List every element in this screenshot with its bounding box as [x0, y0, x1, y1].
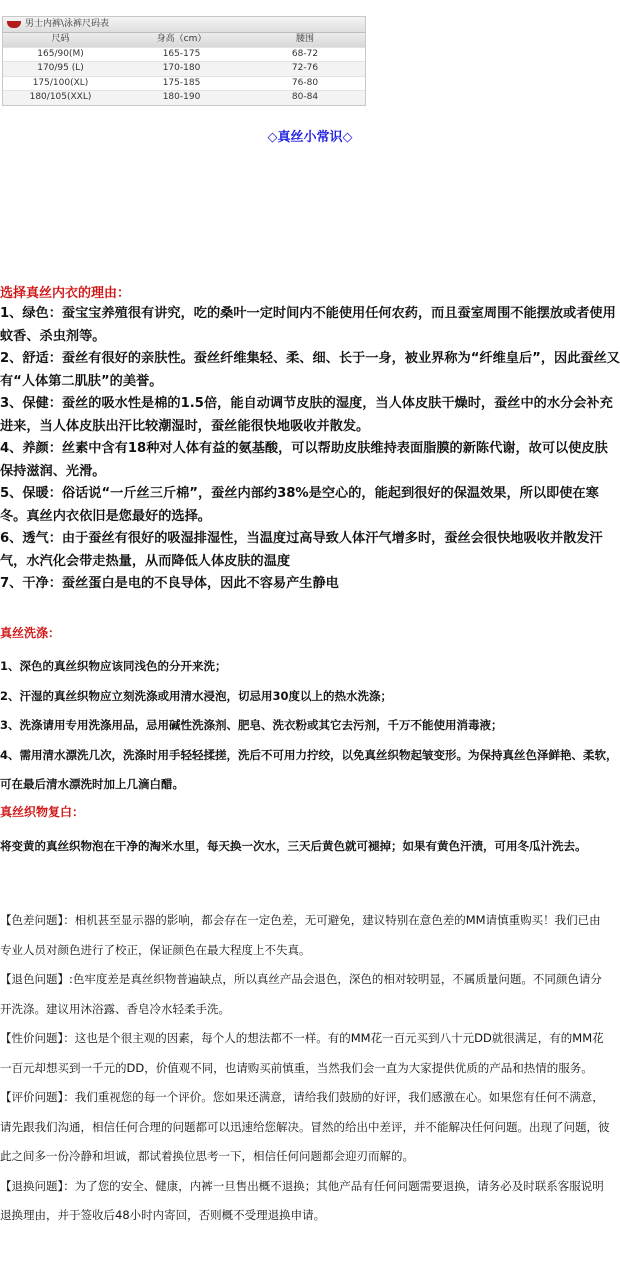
reason-item-health: 3、保健：蚕丝的吸水性是棉的1.5倍，能自动调节皮肤的湿度，当人体皮肤干燥时，蚕丝中的水分会补充进来，当人体皮肤出汗比较潮湿时，蚕丝能很快地吸收并散发。	[0, 396, 613, 434]
header-size: 尺码	[51, 34, 70, 44]
underwear-icon	[7, 21, 21, 28]
reason-item-comfort: 2、舒适：蚕丝有很好的亲肤性。蚕丝纤维集轻、柔、细、长于一身，被业界称为“纤维皇后”，因此蚕丝又有“人体第二肌肤”的美誉。	[0, 351, 620, 389]
cell-waist: 68-72	[291, 48, 319, 59]
reason-item-warmth: 5、保暖：俗话说“一斤丝三斤棉”，蚕丝内部约38%是空心的，能起到很好的保温效果，所以即使在寒冬。真丝内衣依旧是您最好的选择。	[0, 486, 599, 524]
faq-item-value	[0, 1024, 612, 1083]
reasons-heading: 选择真丝内衣的理由：	[0, 286, 131, 301]
cell-height: 175-185	[162, 77, 201, 88]
faq-item-return	[0, 1172, 612, 1231]
reason-item-breathable: 6、透气：由于蚕丝有很好的吸湿排湿性，当温度过高导致人体汗气增多时，蚕丝会很快地吸收并散发汗气，水汽化会带走热量，从而降低人体皮肤的温度	[0, 531, 603, 569]
cell-size: 170/95 (L)	[37, 63, 84, 73]
size-chart-table	[2, 16, 366, 106]
wash-item: 1、深色的真丝织物应该同浅色的分开来洗；	[0, 659, 227, 673]
cell-size: 165/90(M)	[37, 48, 84, 59]
table-row	[3, 91, 365, 105]
cell-waist: 80-84	[291, 92, 319, 102]
wash-list	[0, 652, 620, 800]
faq-item-review	[0, 1083, 612, 1172]
faq-item-color-difference	[0, 906, 612, 965]
cell-waist: 72-76	[291, 63, 319, 73]
cell-waist: 76-80	[291, 77, 319, 88]
wash-item: 3、洗涤请用专用洗涤用品，忌用碱性洗涤剂、肥皂、洗衣粉或其它去污剂，千万不能使用消毒液；	[0, 718, 503, 732]
table-row	[3, 77, 365, 92]
table-row	[3, 48, 365, 63]
faq-text: ：这也是个很主观的因素，每个人的想法都不一样。有的MM花一百元买到八十元DD就很满足，有的MM花一百元却想买到一千元的DD，价值观不同，也请购买前慎重，当然我们会一直为大家提供优质的产品和热情的服务。	[0, 1031, 604, 1075]
size-chart-header-row	[3, 33, 365, 48]
faq-label: 【退换问题】	[0, 1178, 64, 1193]
restore-text: 将变黄的真丝织物泡在干净的淘米水里，每天换一次水，三天后黄色就可褪掉；如果有黄色汗渍，可用冬瓜汁洗去。	[0, 839, 587, 853]
reason-item-clean: 7、干净：蚕丝蛋白是电的不良导体，因此不容易产生静电	[0, 576, 339, 591]
faq-text: :色牢度差是真丝织物普遍缺点，所以真丝产品会退色，深色的相对较明显，不属质量问题。不同颜色请分开洗涤。建议用沐浴露、香皂冷水轻柔手洗。	[0, 972, 602, 1016]
header-height: 身高（cm）	[156, 34, 207, 44]
faq-item-fading	[0, 965, 612, 1024]
reason-item-green: 1、绿色：蚕宝宝养殖很有讲究，吃的桑叶一定时间内不能使用任何农药，而且蚕室周围不能摆放或者使用蚊香、杀虫剂等。	[0, 306, 616, 344]
size-chart-title: 男士内裤\泳裤尺码表	[25, 19, 110, 29]
faq-label: 【评价问题】	[0, 1090, 64, 1104]
faq-label: 【性价问题】	[0, 1031, 64, 1045]
cell-size: 180/105(XXL)	[29, 92, 92, 102]
table-row	[3, 62, 365, 77]
cell-height: 170-180	[162, 63, 201, 73]
cell-size: 175/100(XL)	[32, 77, 89, 88]
silk-knowledge-title: ◇真丝小常识◇	[267, 130, 353, 145]
restore-heading: 真丝织物复白：	[0, 805, 85, 819]
faq-text: ：相机甚至显示器的影响，都会存在一定色差，无可避免，建议特别在意色差的MM请慎重购买！我们已由专业人员对颜色进行了校正，保证颜色在最大程度上不失真。	[0, 913, 601, 957]
reasons-list	[0, 303, 620, 596]
reason-item-beauty: 4、养颜：丝素中含有18种对人体有益的氨基酸，可以帮助皮肤维持表面脂膜的新陈代谢，故可以使皮肤保持滋润、光滑。	[0, 441, 608, 479]
header-waist: 腰围	[295, 34, 314, 44]
cell-height: 180-190	[162, 92, 201, 102]
faq-list	[0, 906, 612, 1231]
faq-label: 【色差问题】	[0, 913, 64, 927]
cell-height: 165-175	[162, 48, 201, 59]
faq-label: 【退色问题】	[0, 972, 69, 986]
wash-item: 2、汗湿的真丝织物应立刻洗涤或用清水浸泡，切忌用30度以上的热水洗涤；	[0, 688, 393, 703]
size-chart-title-bar	[3, 17, 365, 33]
wash-item: 4、需用清水漂洗几次，洗涤时用手轻轻揉搓，洗后不可用力拧绞，以免真丝织物起皱变形。为保持真丝色泽鲜艳、柔软，可在最后清水漂洗时加上几滴白醋。	[0, 747, 618, 791]
wash-heading: 真丝洗涤：	[0, 626, 61, 640]
faq-text: ：我们重视您的每一个评价。您如果还满意，请给我们鼓励的好评，我们感激在心。如果您有任何不满意，请先跟我们沟通，相信任何合理的问题都可以迅速给您解决。冒然的给出中差评，并不能解决任何问题。出现了问题，彼此之间多一份冷静和坦诚，都试着换位思考一下，相信任何问题都会迎刃而解的。	[0, 1090, 610, 1163]
faq-text: ：为了您的安全、健康，内裤一旦售出概不退换；其他产品有任何问题需要退换，请务必及时联系客服说明退换理由，并于签收后48小时内寄回，否则概不受理退换申请。	[0, 1178, 604, 1222]
